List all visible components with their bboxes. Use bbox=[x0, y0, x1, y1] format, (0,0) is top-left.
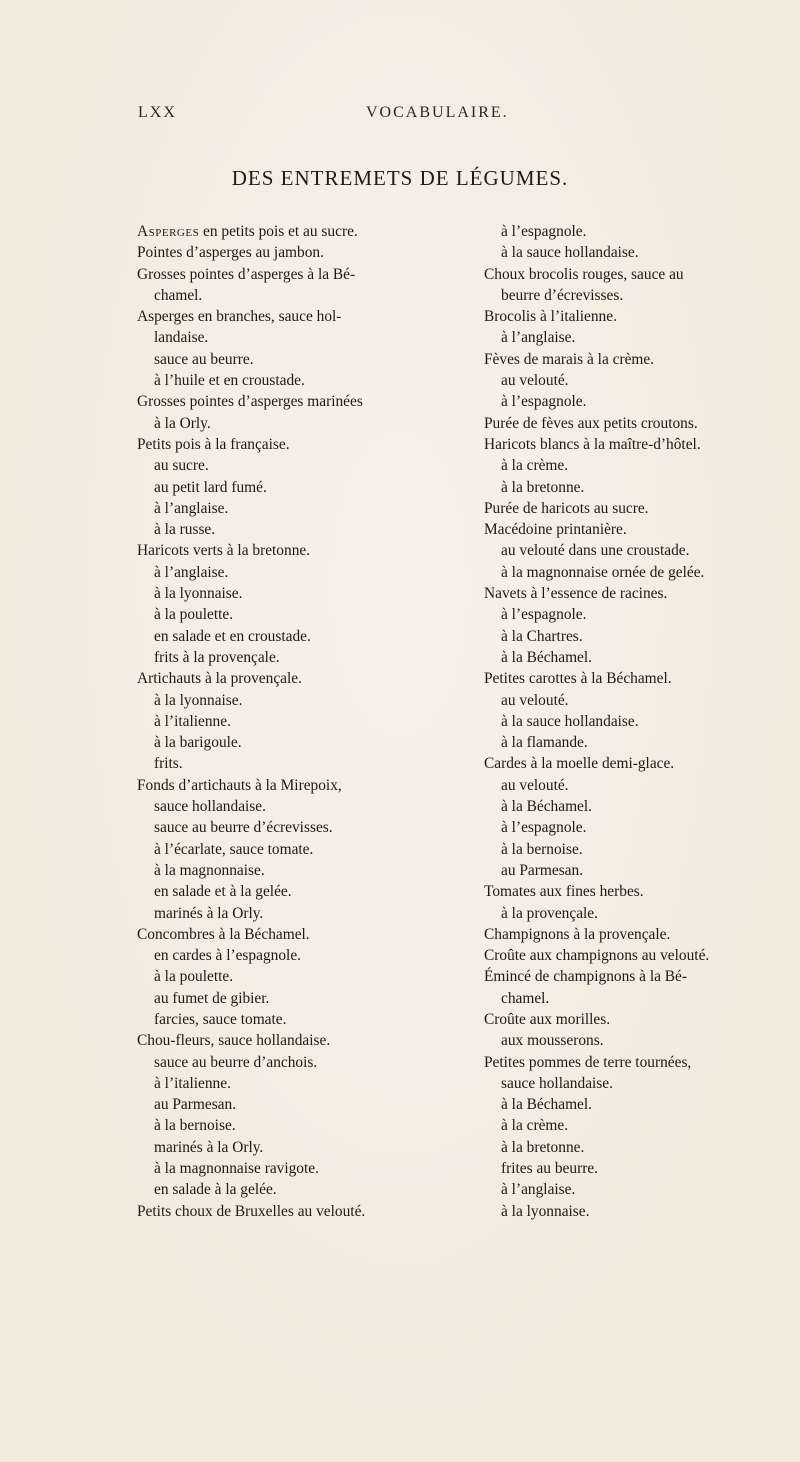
vocabulary-entry: sauce hollandaise. bbox=[154, 798, 266, 816]
vocabulary-entry: Fonds d’artichauts à la Mirepoix, bbox=[137, 776, 342, 794]
vocabulary-entry: Émincé de champignons à la Bé- bbox=[484, 968, 688, 986]
vocabulary-entry: à l’italienne. bbox=[154, 1074, 231, 1092]
vocabulary-entry: à la bretonne. bbox=[501, 1138, 585, 1156]
vocabulary-entry: Concombres à la Béchamel. bbox=[137, 925, 310, 943]
vocabulary-entry: Grosses pointes d’asperges marinées bbox=[137, 393, 363, 411]
section-title: DES ENTREMETS DE LÉGUMES. bbox=[231, 166, 569, 190]
vocabulary-entry: Purée de haricots au sucre. bbox=[484, 499, 649, 517]
vocabulary-entry: à l’anglaise. bbox=[501, 329, 576, 347]
vocabulary-entry: chamel. bbox=[154, 286, 203, 304]
vocabulary-entry: Croûte aux champignons au velouté. bbox=[484, 947, 710, 965]
vocabulary-entry: à la magnonnaise ornée de gelée. bbox=[501, 563, 705, 581]
vocabulary-entry: au Parmesan. bbox=[154, 1096, 237, 1114]
vocabulary-entry: à la crème. bbox=[501, 457, 569, 475]
vocabulary-entry: à la poulette. bbox=[154, 968, 234, 986]
vocabulary-entry: à la lyonnaise. bbox=[154, 691, 243, 709]
vocabulary-entry: Asperges en branches, sauce hol- bbox=[137, 308, 342, 326]
vocabulary-entry: à l’espagnole. bbox=[501, 819, 587, 837]
vocabulary-entry: en salade à la gelée. bbox=[154, 1181, 277, 1199]
vocabulary-entry: frits à la provençale. bbox=[154, 648, 280, 666]
vocabulary-entry: à la Béchamel. bbox=[501, 648, 593, 666]
running-title: VOCABULAIRE. bbox=[366, 104, 509, 121]
vocabulary-entry: Choux brocolis rouges, sauce au bbox=[484, 265, 684, 283]
vocabulary-entry: à la bretonne. bbox=[501, 478, 585, 496]
vocabulary-entry: sauce hollandaise. bbox=[501, 1074, 613, 1092]
vocabulary-entry: à la Béchamel. bbox=[501, 798, 593, 816]
vocabulary-entry: Navets à l’essence de racines. bbox=[484, 585, 668, 603]
vocabulary-entry: au velouté. bbox=[501, 372, 569, 390]
vocabulary-entry: à la provençale. bbox=[501, 904, 598, 922]
vocabulary-entry: Cardes à la moelle demi-glace. bbox=[484, 755, 675, 773]
vocabulary-entry: Haricots verts à la bretonne. bbox=[137, 542, 311, 560]
vocabulary-entry: au fumet de gibier. bbox=[154, 989, 270, 1007]
vocabulary-entry: à l’anglaise. bbox=[501, 1181, 576, 1199]
vocabulary-entry: au Parmesan. bbox=[501, 861, 584, 879]
vocabulary-entry: au velouté dans une croustade. bbox=[501, 542, 690, 560]
vocabulary-entry: à la russe. bbox=[154, 521, 216, 539]
vocabulary-entry: à la sauce hollandaise. bbox=[501, 244, 639, 262]
vocabulary-entry: au petit lard fumé. bbox=[154, 478, 267, 496]
vocabulary-entry: Croûte aux morilles. bbox=[484, 1010, 611, 1028]
vocabulary-entry: Haricots blancs à la maître-d’hôtel. bbox=[484, 435, 701, 453]
vocabulary-entry: Asperges en petits pois et au sucre. bbox=[137, 223, 358, 240]
vocabulary-entry: à la crème. bbox=[501, 1117, 569, 1135]
vocabulary-entry: sauce au beurre. bbox=[154, 350, 254, 368]
vocabulary-entry: au velouté. bbox=[501, 776, 569, 794]
vocabulary-entry: à l’espagnole. bbox=[501, 223, 587, 240]
vocabulary-entry: Macédoine printanière. bbox=[484, 521, 627, 539]
vocabulary-entry: Pointes d’asperges au jambon. bbox=[137, 244, 324, 262]
running-head bbox=[0, 104, 800, 128]
vocabulary-entry: Brocolis à l’italienne. bbox=[484, 308, 617, 326]
vocabulary-entry: à la Chartres. bbox=[501, 627, 583, 645]
vocabulary-entry: en salade et à la gelée. bbox=[154, 883, 292, 901]
vocabulary-entry: à la barigoule. bbox=[154, 734, 242, 752]
vocabulary-entry: frites au beurre. bbox=[501, 1160, 598, 1178]
vocabulary-entry: à la Orly. bbox=[154, 414, 211, 432]
vocabulary-entry: farcies, sauce tomate. bbox=[154, 1010, 287, 1028]
vocabulary-entry: à la lyonnaise. bbox=[501, 1202, 590, 1220]
right-column bbox=[484, 221, 794, 1222]
vocabulary-entry: en salade et en croustade. bbox=[154, 627, 311, 645]
vocabulary-entry: à l’huile et en croustade. bbox=[154, 372, 305, 390]
vocabulary-entry: à la magnonnaise. bbox=[154, 861, 265, 879]
vocabulary-entry: chamel. bbox=[501, 989, 550, 1007]
vocabulary-entry: à la bernoise. bbox=[154, 1117, 236, 1135]
vocabulary-entry: à la bernoise. bbox=[501, 840, 583, 858]
left-column bbox=[137, 221, 473, 1222]
vocabulary-entry: à la magnonnaise ravigote. bbox=[154, 1160, 319, 1178]
vocabulary-entry: Fèves de marais à la crème. bbox=[484, 350, 655, 368]
vocabulary-entry: Tomates aux fines herbes. bbox=[484, 883, 644, 901]
vocabulary-entry: sauce au beurre d’anchois. bbox=[154, 1053, 318, 1071]
vocabulary-entry: Petits choux de Bruxelles au velouté. bbox=[137, 1202, 366, 1220]
vocabulary-entry: marinés à la Orly. bbox=[154, 1138, 264, 1156]
vocabulary-entry: à la flamande. bbox=[501, 734, 588, 752]
vocabulary-entry: sauce au beurre d’écrevisses. bbox=[154, 819, 333, 837]
vocabulary-entry: Grosses pointes d’asperges à la Bé- bbox=[137, 265, 356, 283]
vocabulary-entry: frits. bbox=[154, 755, 183, 773]
vocabulary-entry: Chou-fleurs, sauce hollandaise. bbox=[137, 1032, 331, 1050]
vocabulary-entry: landaise. bbox=[154, 329, 209, 347]
vocabulary-entry: Petits pois à la française. bbox=[137, 435, 290, 453]
vocabulary-entry: au sucre. bbox=[154, 457, 209, 475]
vocabulary-entry: Purée de fèves aux petits croutons. bbox=[484, 414, 698, 432]
vocabulary-entry: Petites pommes de terre tournées, bbox=[484, 1053, 692, 1071]
vocabulary-entry: à la sauce hollandaise. bbox=[501, 712, 639, 730]
vocabulary-entry: en cardes à l’espagnole. bbox=[154, 947, 301, 965]
vocabulary-entry: à l’écarlate, sauce tomate. bbox=[154, 840, 314, 858]
vocabulary-entry: aux mousserons. bbox=[501, 1032, 604, 1050]
vocabulary-entry: Petites carottes à la Béchamel. bbox=[484, 670, 672, 688]
vocabulary-entry: à l’anglaise. bbox=[154, 563, 229, 581]
vocabulary-entry: à la Béchamel. bbox=[501, 1096, 593, 1114]
vocabulary-entry: beurre d’écrevisses. bbox=[501, 286, 624, 304]
page-number: LXX bbox=[138, 104, 177, 121]
vocabulary-entry: à l’espagnole. bbox=[501, 393, 587, 411]
vocabulary-entry: à l’italienne. bbox=[154, 712, 231, 730]
vocabulary-entry: marinés à la Orly. bbox=[154, 904, 264, 922]
vocabulary-entry: au velouté. bbox=[501, 691, 569, 709]
vocabulary-entry: à l’espagnole. bbox=[501, 606, 587, 624]
vocabulary-entry: à la lyonnaise. bbox=[154, 585, 243, 603]
vocabulary-entry: à l’anglaise. bbox=[154, 499, 229, 517]
vocabulary-entry: Artichauts à la provençale. bbox=[137, 670, 302, 688]
vocabulary-entry: Champignons à la provençale. bbox=[484, 925, 671, 943]
vocabulary-entry: à la poulette. bbox=[154, 606, 234, 624]
